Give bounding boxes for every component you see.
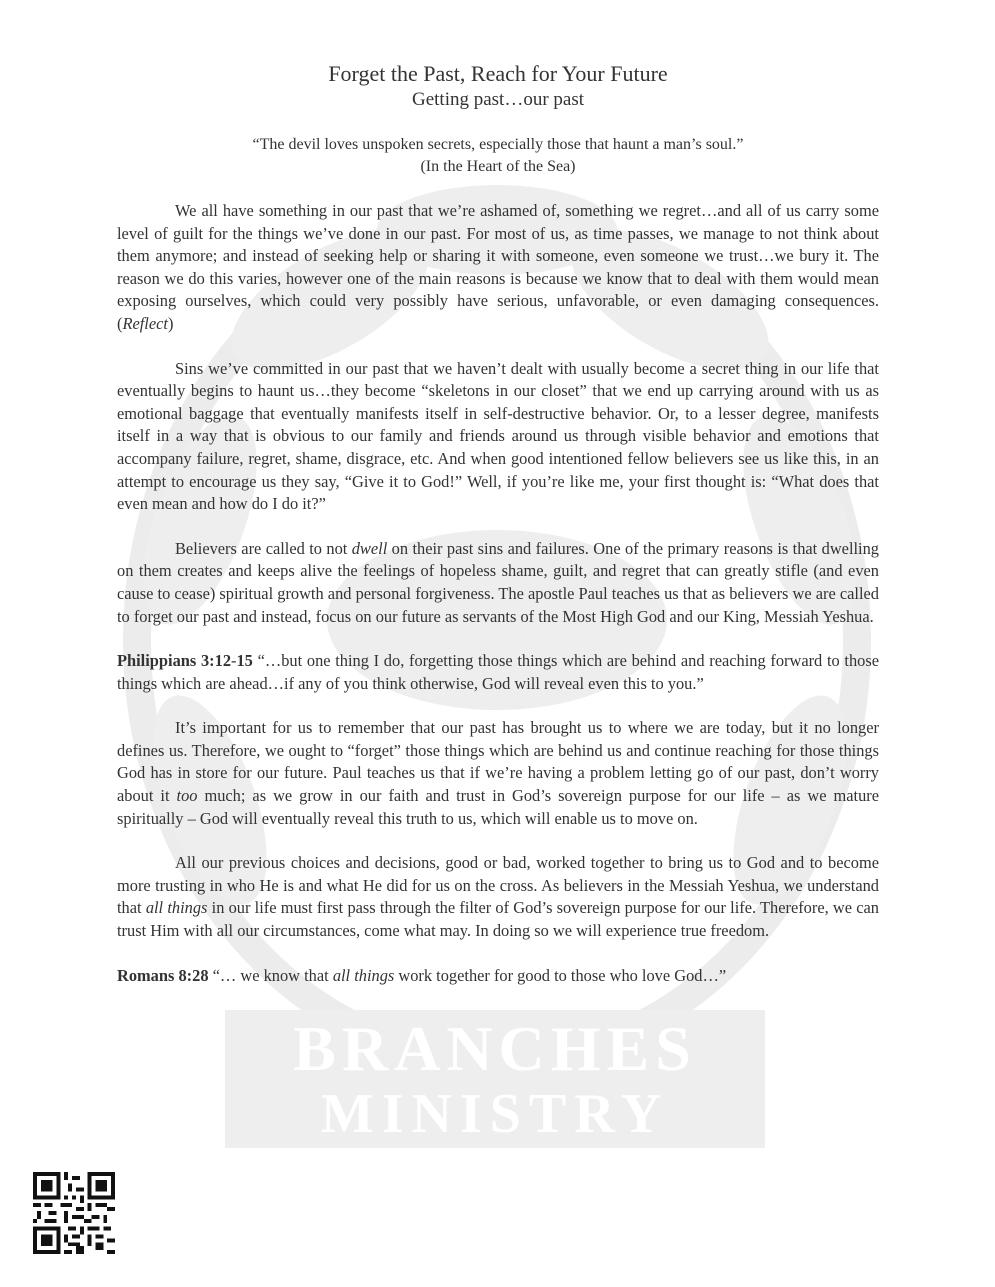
- emphasis-dwell: dwell: [351, 538, 388, 558]
- emphasis-reflect: Reflect: [122, 313, 168, 333]
- verse-philippians: Philippians 3:12-15 “…but one thing I do, forgetting those things which are behind and reaching forward to those things which are ahead…if any of you think otherwise, God will reveal even this to you.”: [117, 651, 879, 693]
- watermark-line-1: BRANCHES: [293, 1013, 697, 1084]
- watermark-line-2: MINISTRY: [320, 1083, 670, 1145]
- document-body: [117, 60, 879, 987]
- paragraph-3: Believers are called to not dwell on their past sins and failures. One of the primary reasons is that dwelling on them creates and keeps alive the feelings of hopeless shame, guilt, and regret that can greatly stifle (and even cause to cease) spiritual growth and personal forgiveness. The apostle Paul teaches us that as believers we are called to forget our past and instead, focus on our future as servants of the Most High God and our King, Messiah Yeshua.: [117, 538, 879, 626]
- emphasis-too: too: [176, 786, 198, 806]
- paragraph-5: All our previous choices and decisions, good or bad, worked together to bring us to God and to become more trusting in who He is and what He did for us on the cross. As believers in the Messiah Yeshua, we understand that all things in our life must first pass through the filter of God’s sovereign purpose for our life. Therefore, we can trust Him with all our circumstances, come what may. In doing so we will experience true freedom.: [117, 853, 879, 941]
- epigraph-quote: “The devil loves unspoken secrets, especially those that haunt a man’s soul.”: [252, 136, 744, 153]
- verse-reference: Romans 8:28: [117, 965, 209, 985]
- emphasis-all-things: all things: [332, 965, 395, 985]
- verse-romans: Romans 8:28 “… we know that all things work together for good to those who love God…”: [117, 965, 727, 985]
- emphasis-all-things: all things: [145, 898, 208, 918]
- verse-reference: Philippians 3:12: [117, 651, 232, 671]
- page-subtitle: Getting past…our past: [411, 89, 585, 110]
- epigraph-source: (In the Heart of the Sea): [420, 158, 576, 175]
- paragraph-1: We all have something in our past that we’re ashamed of, something we regret…and all of us carry some level of guilt for the things we’ve done in our past. For most of us, as time passes, we manage to not think about them anymore; and instead of seeking help or sharing it with someone, even someone we trust…we bury it. The reason we do this varies, however one of the main reasons is because we know that to deal with them would mean exposing ourselves, which could very possibly have serious, unfavorable, or even damaging consequences. (Reflect): [117, 201, 879, 333]
- paragraph-2: Sins we’ve committed in our past that we haven’t dealt with usually become a secret thing in our life that eventually begins to haunt us…they become “skeletons in our closet” that we end up carrying around with us as emotional baggage that eventually manifests itself in self-destructive behavior. Or, to a lesser degree, manifests itself in a way that is obvious to our family and friends around us through visible behavior and emotions that accompany failure, regret, shame, disgrace, etc. And when good intentioned fellow believers see us like this, in an attempt to encourage us they say, “Give it to God!” Well, if you’re like me, your first thought is: “What does that even mean and how do I do it?”: [117, 358, 879, 514]
- page-title: Forget the Past, Reach for Your Future: [328, 61, 668, 86]
- qr-code-icon[interactable]: [33, 1172, 115, 1254]
- paragraph-4: It’s important for us to remember that our past has brought us to where we are today, but it no longer defines us. Therefore, we ought to “forget” those things which are behind us and continue reaching for those things God has in store for our future. Paul teaches us that if we’re having a problem letting go of our past, don’t worry about it too much; as we grow in our faith and trust in God’s sovereign purpose for our life – as we mature spiritually – God will eventually reveal this truth to us, which will enable us to move on.: [117, 718, 879, 828]
